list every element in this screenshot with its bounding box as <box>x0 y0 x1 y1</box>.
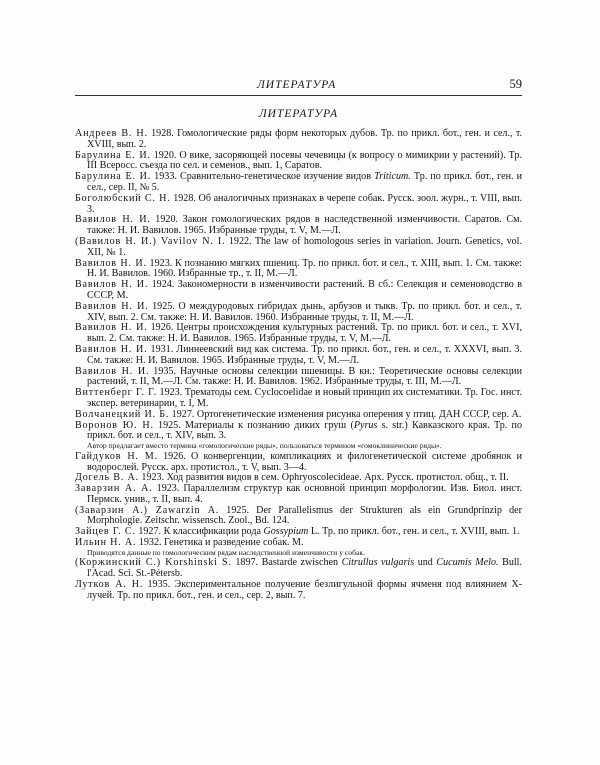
reference-text: 1924. Закономерности в изменчивости растений. В сб.: Селекция и семеноводство в СССР, М. <box>87 279 522 301</box>
reference-entry <box>75 506 522 528</box>
reference-author: Воронов Ю. Н. <box>75 419 154 431</box>
running-head-title: ЛИТЕРАТУРА <box>257 79 337 91</box>
reference-author: Заварзин А. А. <box>75 483 153 495</box>
reference-entry <box>75 580 522 602</box>
reference-text: 1926. Центры происхождения культурных растений. Тр. по прикл. бот. и сел., т. XVI, вып. 2. См. также: Н. И. Вавилов. 1965. Избранные труды, т. V, М.—Л. <box>87 322 522 345</box>
reference-entry <box>75 388 522 410</box>
reference-author: Догель В. А. <box>75 472 139 484</box>
reference-entry <box>75 237 522 259</box>
reference-note: Приводятся данные по гомологическим рядам наследственной изменчивости у собак. <box>87 547 365 557</box>
reference-entry <box>75 259 522 281</box>
reference-text: 1920. Закон гомологических рядов в наследственной изменчивости. Саратов. См. также: Н. И. Вавилов. 1965. Избранные труды, т. V, М.—Л. <box>87 214 522 237</box>
reference-entry <box>75 367 522 389</box>
reference-author: (Коржинский С.) Korshinski S. <box>75 557 232 569</box>
reference-text: 1922. The law of homologous series in variation. Journ. Genetics, vol. XII, № 1. <box>87 235 522 258</box>
reference-text: 1920. О вике, засоряющей посевы чечевицы (к вопросу о мимикрии у растений). Тр. III Всеросс. съезда по сел. и семенов., вып. 1, Саратов. <box>87 149 522 172</box>
reference-author: Гайдуков Н. М. <box>75 450 158 462</box>
reference-text: 1923. Ход развития видов в сем. Ophryoscolecideae. Арх. Русск. протистол. общ., т. II. <box>138 472 509 484</box>
reference-text: 1925. Материалы к познанию диких груш ( <box>153 419 354 431</box>
reference-author: Зайцев Г. С. <box>75 526 136 538</box>
reference-author: Андреев В. Н. <box>75 128 148 139</box>
header-rule <box>75 95 522 96</box>
reference-entry <box>75 302 522 324</box>
reference-author: Лутков А. Н. <box>75 579 144 591</box>
reference-note: Автор предлагает вместо термина «гомологические ряды», пользоваться термином «гомоклинические ряды». <box>87 441 442 451</box>
reference-taxon: Cucumis Melo. <box>436 557 499 569</box>
reference-entry <box>75 484 522 506</box>
reference-text: 1935. Научные основы селекции пшеницы. В кн.: Теоретические основы селекции растений, т. II, М.—Л. См. также: Н. И. Вавилов. 1962. Избранные труды, т. III, М.—Л. <box>87 365 522 388</box>
reference-entry <box>75 280 522 302</box>
reference-author: Вавилов Н. И. <box>75 343 148 355</box>
reference-text: 1927. К классификации рода <box>135 526 264 538</box>
section-title: ЛИТЕРАТУРА <box>258 108 339 120</box>
reference-text: 1926. О конвергенции, компликациях и филогенетической системе дробянок и водорослей. Русск. арх. протистол., т. V, вып. 3—4. <box>87 450 522 473</box>
reference-author: Вавилов Н. И. <box>75 279 149 291</box>
reference-text: 1931. Линнеевский вид как система. Тр. по прикл. бот., ген. и сел., т. XXXVI, вып. 3. См. также: Н. И. Вавилов. 1965. Избранные труды, т. V, М.—Л. <box>87 343 522 366</box>
running-head <box>75 77 522 92</box>
reference-text: 1927. Ортогенетические изменения рисунка оперения у птиц. ДАН СССР, сер. А. <box>169 408 522 420</box>
reference-taxon: Gossypium <box>263 526 309 538</box>
page-number: 59 <box>509 77 522 91</box>
reference-author: Вавилов Н. И. <box>75 257 147 269</box>
reference-author: Боголюбский С. Н. <box>75 192 171 204</box>
reference-taxon: Citrullus vulgaris <box>341 557 415 569</box>
reference-text: 1925. Der Parallelismus der Strukturen als ein Grundprinzip der Morphologie. Zeitschr. wissensch. Zool., Bd. 124. <box>87 504 523 527</box>
reference-text: 1932. Генетика и разведение собак. М. <box>136 537 304 549</box>
reference-author: Вавилов Н. И. <box>75 300 149 312</box>
reference-author: Вавилов Н. И. <box>75 214 151 226</box>
reference-entry <box>75 215 522 237</box>
reference-entry <box>75 194 522 216</box>
reference-text: 1928. Гомологические ряды форм некоторых дубов. Тр. по прикл. бот., ген. и сел., т. XVIII, вып. 2. <box>87 128 522 150</box>
reference-text: 1897. Bastarde zwischen <box>231 557 342 569</box>
reference-text: Тр. по прикл. бот., ген. и сел., сер. II, № 5. <box>87 171 522 193</box>
reference-author: Волчанецкий И. Б. <box>75 408 170 420</box>
reference-text: s. str.) Кавказского края. Тр. по прикл. бот. и сел., т. XIV, вып. 3. <box>87 419 523 442</box>
reference-entry <box>75 323 522 345</box>
reference-text: 1923. К познанию мягких пшениц. Тр. по прикл. бот. и сел., т. XIII, вып. 1. См. также: Н. И. Вавилов. 1960. Избранные тр., т. II, М.—Л. <box>87 257 522 280</box>
reference-taxon: Pyrus <box>353 419 378 431</box>
reference-text: 1925. О междуродовых гибридах дынь, арбузов и тыкв. Тр. по прикл. бот. и сел., т. XIV, вып. 2. См. также: Н. И. Вавилов. 1960. Избранные труды, т. II, М.—Л. <box>87 300 522 323</box>
reference-author: Ильин Н. А. <box>75 537 137 549</box>
reference-author: Барулина Е. И. <box>75 171 152 183</box>
reference-author: (Вавилов Н. И.) Vavilov N. I. <box>75 235 226 247</box>
reference-text: Bull. l'Acad. Sci. St.-Pétersb. <box>87 557 523 580</box>
reference-text: 1923. Параллелизм структур как основной принцип морфологии. Изв. Биол. инст. Пермск. унив., т. II, вып. 4. <box>87 483 522 505</box>
reference-text: L. Тр. по прикл. бот., ген. и сел., т. XVIII, вып. 1. <box>308 526 520 538</box>
reference-entry <box>75 129 522 151</box>
reference-entry <box>75 345 522 367</box>
reference-text: 1923. Трематоды сем. Cyclocoelidae и новый принцип их систематики. Тр. Гос. инст. экспер. ветеринарии, т. I, М. <box>87 387 523 409</box>
reference-text: 1928. Об аналогичных признаках в черепе собак. Русск. зоол. журн., т. VIII, вып. 3. <box>87 192 522 215</box>
reference-list <box>75 129 522 602</box>
reference-entry <box>75 558 522 580</box>
reference-taxon: Triticum. <box>374 171 411 183</box>
reference-text: 1935. Экспериментальное получение безлигульной формы ячменя под влиянием X-лучей. Тр. по прикл. бот., ген. и сел., сер. 2, вып. 7. <box>87 579 523 601</box>
reference-author: Барулина Е. И. <box>75 149 151 161</box>
reference-entry <box>75 421 522 443</box>
reference-entry <box>75 172 522 194</box>
reference-author: Виттенберг Г. Г. <box>75 387 157 399</box>
reference-author: Вавилов Н. И. <box>75 322 148 334</box>
reference-entry <box>75 452 522 474</box>
reference-text: 1933. Сравнительно-генетическое изучение видов <box>151 171 375 183</box>
reference-author: Вавилов Н. И. <box>75 365 150 377</box>
reference-text: und <box>414 557 437 569</box>
reference-author: (Заварзин А.) Zawarzin A. <box>75 504 220 516</box>
reference-entry <box>75 151 522 173</box>
